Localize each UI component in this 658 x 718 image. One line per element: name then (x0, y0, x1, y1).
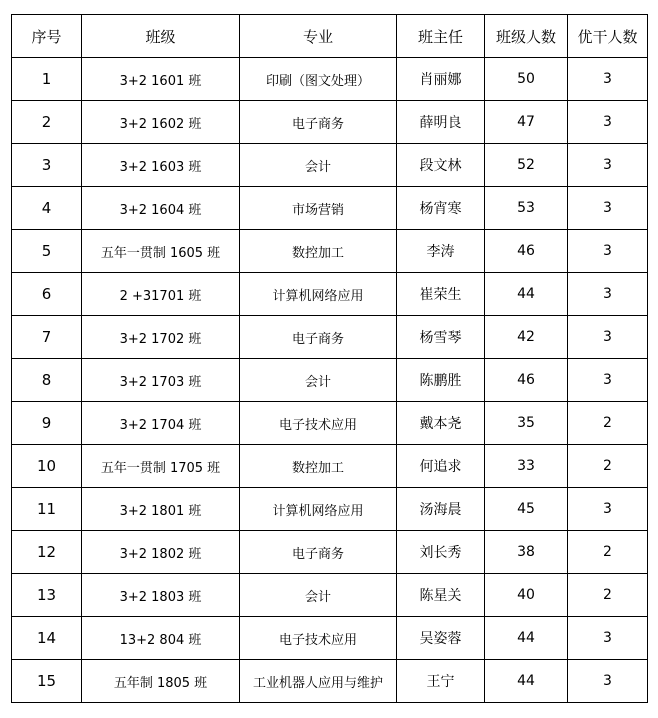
cell-class-size: 47 (485, 101, 568, 144)
cell-major: 电子技术应用 (240, 402, 397, 445)
cell-head-teacher: 陈鹏胜 (397, 359, 485, 402)
header-index: 序号 (12, 15, 82, 58)
cell-major: 印刷（图文处理） (240, 58, 397, 101)
cell-class-size: 35 (485, 402, 568, 445)
cell-class-size: 46 (485, 359, 568, 402)
cell-class: 3+2 1802 班 (82, 531, 240, 574)
cell-class-size: 42 (485, 316, 568, 359)
cell-class-size: 40 (485, 574, 568, 617)
table-row (12, 187, 648, 230)
cell-outstanding-cadres: 3 (568, 316, 648, 359)
cell-class-size: 53 (485, 187, 568, 230)
cell-outstanding-cadres: 3 (568, 488, 648, 531)
table-row (12, 58, 648, 101)
cell-index: 4 (12, 187, 82, 230)
cell-head-teacher: 薛明良 (397, 101, 485, 144)
cell-major: 市场营销 (240, 187, 397, 230)
cell-major: 电子商务 (240, 316, 397, 359)
cell-index: 6 (12, 273, 82, 316)
cell-major: 计算机网络应用 (240, 488, 397, 531)
cell-head-teacher: 汤海晨 (397, 488, 485, 531)
cell-outstanding-cadres: 2 (568, 402, 648, 445)
table-row (12, 359, 648, 402)
cell-class: 3+2 1604 班 (82, 187, 240, 230)
cell-index: 5 (12, 230, 82, 273)
cell-class: 3+2 1702 班 (82, 316, 240, 359)
cell-major: 数控加工 (240, 230, 397, 273)
cell-class: 3+2 1803 班 (82, 574, 240, 617)
cell-major: 电子商务 (240, 101, 397, 144)
cell-class-size: 44 (485, 273, 568, 316)
table-row (12, 660, 648, 703)
cell-head-teacher: 吴姿蓉 (397, 617, 485, 660)
cell-class: 五年制 1805 班 (82, 660, 240, 703)
cell-index: 2 (12, 101, 82, 144)
cell-class-size: 46 (485, 230, 568, 273)
cell-class-size: 33 (485, 445, 568, 488)
cell-outstanding-cadres: 3 (568, 230, 648, 273)
cell-index: 7 (12, 316, 82, 359)
cell-outstanding-cadres: 2 (568, 445, 648, 488)
cell-index: 13 (12, 574, 82, 617)
table-row (12, 531, 648, 574)
cell-class: 3+2 1704 班 (82, 402, 240, 445)
cell-head-teacher: 段文林 (397, 144, 485, 187)
cell-index: 3 (12, 144, 82, 187)
cell-class: 3+2 1703 班 (82, 359, 240, 402)
cell-head-teacher: 陈星关 (397, 574, 485, 617)
cell-outstanding-cadres: 3 (568, 660, 648, 703)
cell-major: 会计 (240, 144, 397, 187)
table-row (12, 101, 648, 144)
cell-major: 电子技术应用 (240, 617, 397, 660)
cell-index: 15 (12, 660, 82, 703)
cell-outstanding-cadres: 2 (568, 531, 648, 574)
header-class: 班级 (82, 15, 240, 58)
cell-head-teacher: 李涛 (397, 230, 485, 273)
cell-index: 1 (12, 58, 82, 101)
cell-class: 五年一贯制 1605 班 (82, 230, 240, 273)
cell-index: 11 (12, 488, 82, 531)
cell-head-teacher: 杨宵寒 (397, 187, 485, 230)
cell-class: 3+2 1801 班 (82, 488, 240, 531)
cell-major: 计算机网络应用 (240, 273, 397, 316)
table-row (12, 144, 648, 187)
table-row (12, 488, 648, 531)
cell-class: 3+2 1602 班 (82, 101, 240, 144)
cell-head-teacher: 刘长秀 (397, 531, 485, 574)
cell-class: 五年一贯制 1705 班 (82, 445, 240, 488)
cell-outstanding-cadres: 2 (568, 574, 648, 617)
table-row (12, 402, 648, 445)
header-class-size: 班级人数 (485, 15, 568, 58)
cell-class: 3+2 1601 班 (82, 58, 240, 101)
table-row (12, 445, 648, 488)
cell-index: 9 (12, 402, 82, 445)
table-header (12, 15, 648, 58)
cell-major: 工业机器人应用与维护 (240, 660, 397, 703)
cell-outstanding-cadres: 3 (568, 273, 648, 316)
cell-head-teacher: 崔荣生 (397, 273, 485, 316)
cell-class: 2 +31701 班 (82, 273, 240, 316)
header-major: 专业 (240, 15, 397, 58)
cell-index: 10 (12, 445, 82, 488)
cell-outstanding-cadres: 3 (568, 58, 648, 101)
cell-major: 电子商务 (240, 531, 397, 574)
header-head-teacher: 班主任 (397, 15, 485, 58)
cell-head-teacher: 肖丽娜 (397, 58, 485, 101)
cell-outstanding-cadres: 3 (568, 144, 648, 187)
cell-head-teacher: 戴本尧 (397, 402, 485, 445)
cell-index: 12 (12, 531, 82, 574)
cell-major: 会计 (240, 359, 397, 402)
cell-major: 数控加工 (240, 445, 397, 488)
cell-class-size: 52 (485, 144, 568, 187)
cell-class-size: 45 (485, 488, 568, 531)
cell-class-size: 38 (485, 531, 568, 574)
cell-class-size: 44 (485, 660, 568, 703)
table-row (12, 273, 648, 316)
table-row (12, 617, 648, 660)
cell-outstanding-cadres: 3 (568, 187, 648, 230)
cell-outstanding-cadres: 3 (568, 101, 648, 144)
header-row (12, 15, 648, 58)
cell-index: 14 (12, 617, 82, 660)
cell-class-size: 44 (485, 617, 568, 660)
table-row (12, 230, 648, 273)
cell-outstanding-cadres: 3 (568, 359, 648, 402)
cell-outstanding-cadres: 3 (568, 617, 648, 660)
class-roster-table (11, 14, 648, 703)
cell-head-teacher: 何追求 (397, 445, 485, 488)
cell-class: 3+2 1603 班 (82, 144, 240, 187)
cell-index: 8 (12, 359, 82, 402)
cell-class-size: 50 (485, 58, 568, 101)
cell-major: 会计 (240, 574, 397, 617)
table-row (12, 574, 648, 617)
table-body (12, 58, 648, 703)
cell-head-teacher: 杨雪琴 (397, 316, 485, 359)
table-row (12, 316, 648, 359)
cell-class: 13+2 804 班 (82, 617, 240, 660)
cell-head-teacher: 王宁 (397, 660, 485, 703)
header-outstanding-cadres: 优干人数 (568, 15, 648, 58)
